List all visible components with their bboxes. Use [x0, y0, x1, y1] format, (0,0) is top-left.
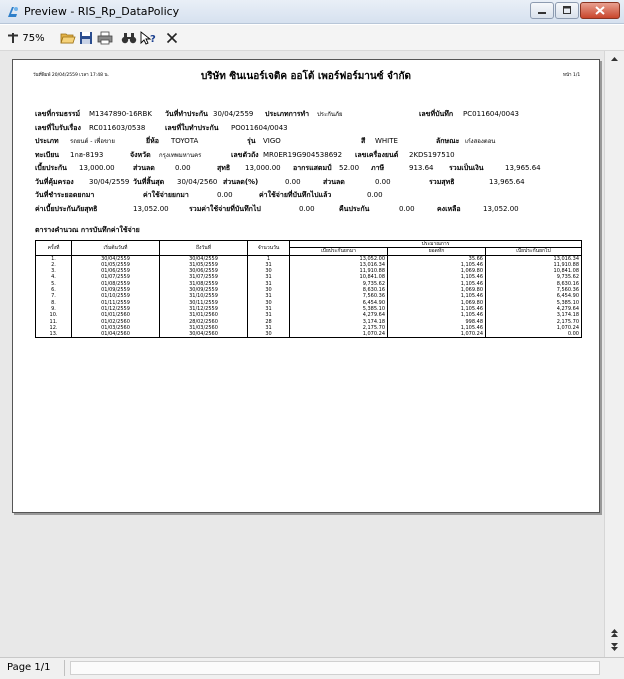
discount-label: ส่วนลด: [133, 164, 155, 172]
section-title: ตารางคำนวณ การบันทึกค่าใช้จ่าย: [35, 226, 140, 234]
stamp-value: 52.00: [339, 164, 360, 172]
insurance-type-label: ประเภทการทำ: [265, 110, 310, 118]
cell-no: 10.: [36, 312, 72, 318]
save-button[interactable]: [78, 29, 94, 47]
cell-end: 30/11/2559: [160, 300, 248, 306]
cell-start: 01/12/2559: [72, 306, 160, 312]
cell-no: 7.: [36, 293, 72, 299]
cell-deduct: 1,105.46: [388, 293, 486, 299]
horizontal-scrollbar[interactable]: [70, 661, 600, 675]
net-label: สุทธิ: [217, 164, 231, 172]
cell-no: 1.: [36, 255, 72, 262]
color-value: WHITE: [375, 137, 398, 145]
app-icon: [6, 5, 20, 19]
open-button[interactable]: [59, 29, 77, 47]
total-label: รวมเป็นเงิน: [449, 164, 484, 172]
total-value: 13,965.64: [505, 164, 541, 172]
zoom-button[interactable]: [6, 29, 46, 47]
cell-days: 30: [248, 287, 290, 293]
cell-premium: 10,841.08: [290, 274, 388, 280]
binoculars-icon: [121, 31, 137, 45]
cell-deduct: 35.66: [388, 255, 486, 262]
cell-days: 1: [248, 255, 290, 262]
cell-days: 31: [248, 306, 290, 312]
status-separator: [64, 660, 65, 676]
close-x-icon: [166, 32, 178, 44]
double-arrow-down-icon: [607, 641, 622, 653]
sum-insured-value: 13,000.00: [79, 164, 115, 172]
cell-no: 13.: [36, 331, 72, 338]
record-no-value: PC011604/0043: [463, 110, 520, 118]
svg-text:?: ?: [150, 34, 156, 45]
cell-start: 01/03/2560: [72, 325, 160, 331]
cell-start: 01/09/2559: [72, 287, 160, 293]
close-preview-button[interactable]: [164, 29, 180, 47]
cell-start: 01/08/2559: [72, 281, 160, 287]
cell-carry: 5,385.10: [486, 300, 582, 306]
pickup-ref-value: PO011604/0043: [231, 124, 288, 132]
cell-no: 4.: [36, 274, 72, 280]
cell-premium: 11,910.88: [290, 268, 388, 274]
cell-deduct: 1,105.46: [388, 274, 486, 280]
brand-label: ยี่ห้อ: [146, 137, 159, 145]
cell-start: 01/07/2559: [72, 274, 160, 280]
cell-carry: 1,070.24: [486, 325, 582, 331]
cell-no: 12.: [36, 325, 72, 331]
vertical-scrollbar[interactable]: [604, 51, 624, 657]
discount2-value: 0.00: [375, 178, 391, 186]
cell-days: 28: [248, 319, 290, 325]
cover-start-value: 30/04/2559: [89, 178, 130, 186]
net-value: 13,000.00: [245, 164, 281, 172]
table-row: [36, 331, 582, 338]
cell-deduct: 998.48: [388, 319, 486, 325]
cell-carry: 8,630.16: [486, 281, 582, 287]
refund-label: คืนประกัน: [339, 205, 370, 213]
cell-carry: 13,016.34: [486, 255, 582, 262]
cover-start-label: วันที่คุ้มครอง: [35, 178, 74, 186]
close-icon: [581, 3, 619, 18]
header-premium: เบี้ยประกันยกมา: [290, 248, 388, 255]
help-button[interactable]: [139, 29, 157, 47]
fee-paid-value: 0.00: [367, 191, 383, 199]
header-start: เริ่มต้นวันที่: [72, 241, 160, 256]
pickup-ref-label: เลขที่ใบทำประกัน: [165, 124, 219, 132]
cell-end: 31/01/2560: [160, 312, 248, 318]
company-title: บริษัท ซินเนอร์เจติค ออโต้ เพอร์ฟอร์มานซ์ จำกัด: [200, 71, 412, 82]
net-premium-value: 13,052.00: [133, 205, 169, 213]
cell-days: 30: [248, 300, 290, 306]
engine-value: 2KDS197510: [409, 151, 455, 159]
print-info: วันที่พิมพ์ 20/04/2559 เวลา 17:48 น.: [33, 73, 109, 78]
cell-premium: 3,174.18: [290, 319, 388, 325]
header-deduct: ยอดหัก: [388, 248, 486, 255]
cell-days: 30: [248, 331, 290, 338]
cell-deduct: 1,105.46: [388, 325, 486, 331]
cover-end-value: 30/04/2560: [177, 178, 218, 186]
color-label: สี: [361, 137, 366, 145]
cell-end: 31/05/2559: [160, 262, 248, 268]
cell-no: 6.: [36, 287, 72, 293]
window-titlebar: [0, 0, 624, 24]
cell-days: 31: [248, 281, 290, 287]
total-recorded-label: รวมค่าใช้จ่ายที่บันทึกไป: [189, 205, 261, 213]
cell-premium: 13,016.34: [290, 262, 388, 268]
cell-end: 30/04/2560: [160, 331, 248, 338]
scroll-top-button[interactable]: [607, 627, 622, 639]
grand-total-value: 13,965.64: [489, 178, 525, 186]
cell-days: 31: [248, 262, 290, 268]
stamp-label: อากรแสตมป์: [293, 164, 332, 172]
cell-end: 31/03/2560: [160, 325, 248, 331]
cell-deduct: 1,105.46: [388, 262, 486, 268]
minimize-button[interactable]: [530, 2, 554, 19]
maximize-button[interactable]: [555, 2, 579, 19]
net-premium-label: ค่าเบี้ยประกันภัยสุทธิ: [35, 205, 98, 213]
cell-deduct: 1,070.24: [388, 331, 486, 338]
province-value: กรุงเทพมหานคร: [159, 152, 202, 159]
cell-deduct: 1,105.46: [388, 306, 486, 312]
folder-open-icon: [60, 31, 76, 45]
chassis-label: เลขตัวถัง: [231, 151, 259, 159]
cell-end: 31/08/2559: [160, 281, 248, 287]
province-label: จังหวัด: [130, 151, 151, 159]
cell-deduct: 1,069.80: [388, 300, 486, 306]
cell-carry: 10,841.08: [486, 268, 582, 274]
payment-date-label: วันที่ชำระยอดยกมา: [35, 191, 95, 199]
minimize-icon: [531, 3, 553, 18]
brand-value: TOYOTA: [171, 137, 199, 145]
cell-end: 31/10/2559: [160, 293, 248, 299]
refund-value: 0.00: [399, 205, 415, 213]
find-button[interactable]: [120, 29, 138, 47]
cell-premium: 13,052.00: [290, 255, 388, 262]
cell-carry: 2,175.70: [486, 319, 582, 325]
fee-value: 0.00: [217, 191, 233, 199]
cell-days: 31: [248, 293, 290, 299]
cell-no: 3.: [36, 268, 72, 274]
cell-days: 31: [248, 274, 290, 280]
cell-deduct: 1,069.80: [388, 287, 486, 293]
plate-value: 1กฮ-8193: [70, 151, 104, 159]
table-row: [36, 255, 582, 262]
report-page-number: หน้า 1/1: [563, 73, 581, 78]
close-window-button[interactable]: [580, 2, 620, 19]
cell-end: 28/02/2560: [160, 319, 248, 325]
scroll-up-button[interactable]: [607, 53, 622, 65]
grand-total-label: รวมสุทธิ: [429, 178, 455, 186]
help-pointer-icon: [139, 31, 157, 45]
report-page: [12, 59, 600, 513]
cell-premium: 5,385.10: [290, 306, 388, 312]
cell-carry: 9,735.62: [486, 274, 582, 280]
maximize-icon: [556, 3, 578, 18]
cell-premium: 1,070.24: [290, 331, 388, 338]
cell-premium: 6,454.90: [290, 300, 388, 306]
discount-value: 0.00: [175, 164, 191, 172]
record-no-label: เลขที่บันทึก: [419, 110, 454, 118]
cell-end: 30/06/2559: [160, 268, 248, 274]
category-label: ประเภท: [35, 137, 59, 145]
chassis-value: MR0ER19G904538692: [263, 151, 343, 159]
cell-end: 30/09/2559: [160, 287, 248, 293]
policy-no-value: M1347890-16RBK: [89, 110, 152, 118]
policy-date-value: 30/04/2559: [213, 110, 254, 118]
remaining-label: คงเหลือ: [437, 205, 461, 213]
cell-start: 01/11/2559: [72, 300, 160, 306]
header-days: จำนวนวัน: [248, 241, 290, 256]
window-title: Preview - RIS_Rp_DataPolicy: [24, 5, 180, 18]
cell-no: 8.: [36, 300, 72, 306]
cell-start: 01/01/2560: [72, 312, 160, 318]
cell-deduct: 1,069.80: [388, 268, 486, 274]
nature-value: เก๋งสองตอน: [465, 138, 496, 145]
cell-deduct: 1,105.46: [388, 312, 486, 318]
cell-carry: 6,454.90: [486, 293, 582, 299]
policy-no-label: เลขที่กรมธรรม์: [35, 110, 81, 118]
printer-icon: [97, 31, 113, 45]
zoom-level: 75%: [22, 32, 45, 44]
remaining-value: 13,052.00: [483, 205, 519, 213]
cell-premium: 8,630.16: [290, 287, 388, 293]
claim-ref-value: RC011603/0538: [89, 124, 146, 132]
cell-carry: 0.00: [486, 331, 582, 338]
scroll-bottom-button[interactable]: [607, 641, 622, 653]
zoom-plus-icon: [7, 32, 19, 44]
discount-pct-label: ส่วนลด(%): [223, 178, 259, 186]
cell-premium: 2,175.70: [290, 325, 388, 331]
cell-carry: 7,560.36: [486, 287, 582, 293]
cell-end: 30/04/2559: [160, 255, 248, 262]
expense-schedule-table: [35, 240, 582, 338]
cell-start: 01/02/2560: [72, 319, 160, 325]
fee-label: ค่าใช้จ่ายยกมา: [143, 191, 189, 199]
double-arrow-up-icon: [607, 627, 622, 639]
total-recorded-value: 0.00: [299, 205, 315, 213]
cell-start: 01/04/2560: [72, 331, 160, 338]
cell-days: 31: [248, 312, 290, 318]
header-no: ครั้งที่: [36, 241, 72, 256]
arrow-up-icon: [607, 53, 622, 65]
model-value: VIGO: [263, 137, 281, 145]
model-label: รุ่น: [247, 137, 256, 145]
header-group: ประมาณการ: [290, 241, 582, 248]
cell-start: 01/06/2559: [72, 268, 160, 274]
engine-label: เลขเครื่องยนต์: [355, 151, 399, 159]
cell-end: 31/12/2559: [160, 306, 248, 312]
cell-carry: 11,910.88: [486, 262, 582, 268]
policy-date-label: วันที่ทำประกัน: [165, 110, 208, 118]
sum-insured-label: เบี้ยประกัน: [35, 164, 67, 172]
cell-premium: 7,560.36: [290, 293, 388, 299]
tax-value: 913.64: [409, 164, 434, 172]
claim-ref-label: เลขที่ใบรับเรื่อง: [35, 124, 81, 132]
category-value: รถยนต์ - เพื่อขาย: [70, 138, 115, 145]
cell-start: 01/05/2559: [72, 262, 160, 268]
cell-carry: 3,174.18: [486, 312, 582, 318]
status-page-indicator: Page 1/1: [7, 662, 51, 673]
nature-label: ลักษณะ: [436, 137, 460, 145]
preview-viewport[interactable]: [0, 51, 604, 657]
fee-paid-label: ค่าใช้จ่ายที่บันทึกไปแล้ว: [259, 191, 332, 199]
discount-pct-value: 0.00: [285, 178, 301, 186]
cell-no: 11.: [36, 319, 72, 325]
plate-label: ทะเบียน: [35, 151, 60, 159]
cell-no: 2.: [36, 262, 72, 268]
cell-deduct: 1,105.46: [388, 281, 486, 287]
cell-end: 31/07/2559: [160, 274, 248, 280]
cell-start: 01/10/2559: [72, 293, 160, 299]
insurance-type-value: ประกันภัย: [317, 111, 343, 118]
header-carry: เบี้ยประกันยกไป: [486, 248, 582, 255]
cover-end-label: วันที่สิ้นสุด: [133, 178, 165, 186]
cell-days: 31: [248, 325, 290, 331]
cell-days: 30: [248, 268, 290, 274]
header-end: ถึงวันที่: [160, 241, 248, 256]
cell-start: 30/04/2559: [72, 255, 160, 262]
floppy-disk-icon: [79, 31, 93, 45]
tax-label: ภาษี: [371, 164, 385, 172]
status-bar: [0, 657, 624, 679]
discount2-label: ส่วนลด: [323, 178, 345, 186]
cell-premium: 4,279.64: [290, 312, 388, 318]
print-button[interactable]: [96, 29, 114, 47]
cell-premium: 9,735.62: [290, 281, 388, 287]
preview-toolbar: [0, 25, 624, 51]
cell-no: 5.: [36, 281, 72, 287]
cell-no: 9.: [36, 306, 72, 312]
cell-carry: 4,279.64: [486, 306, 582, 312]
